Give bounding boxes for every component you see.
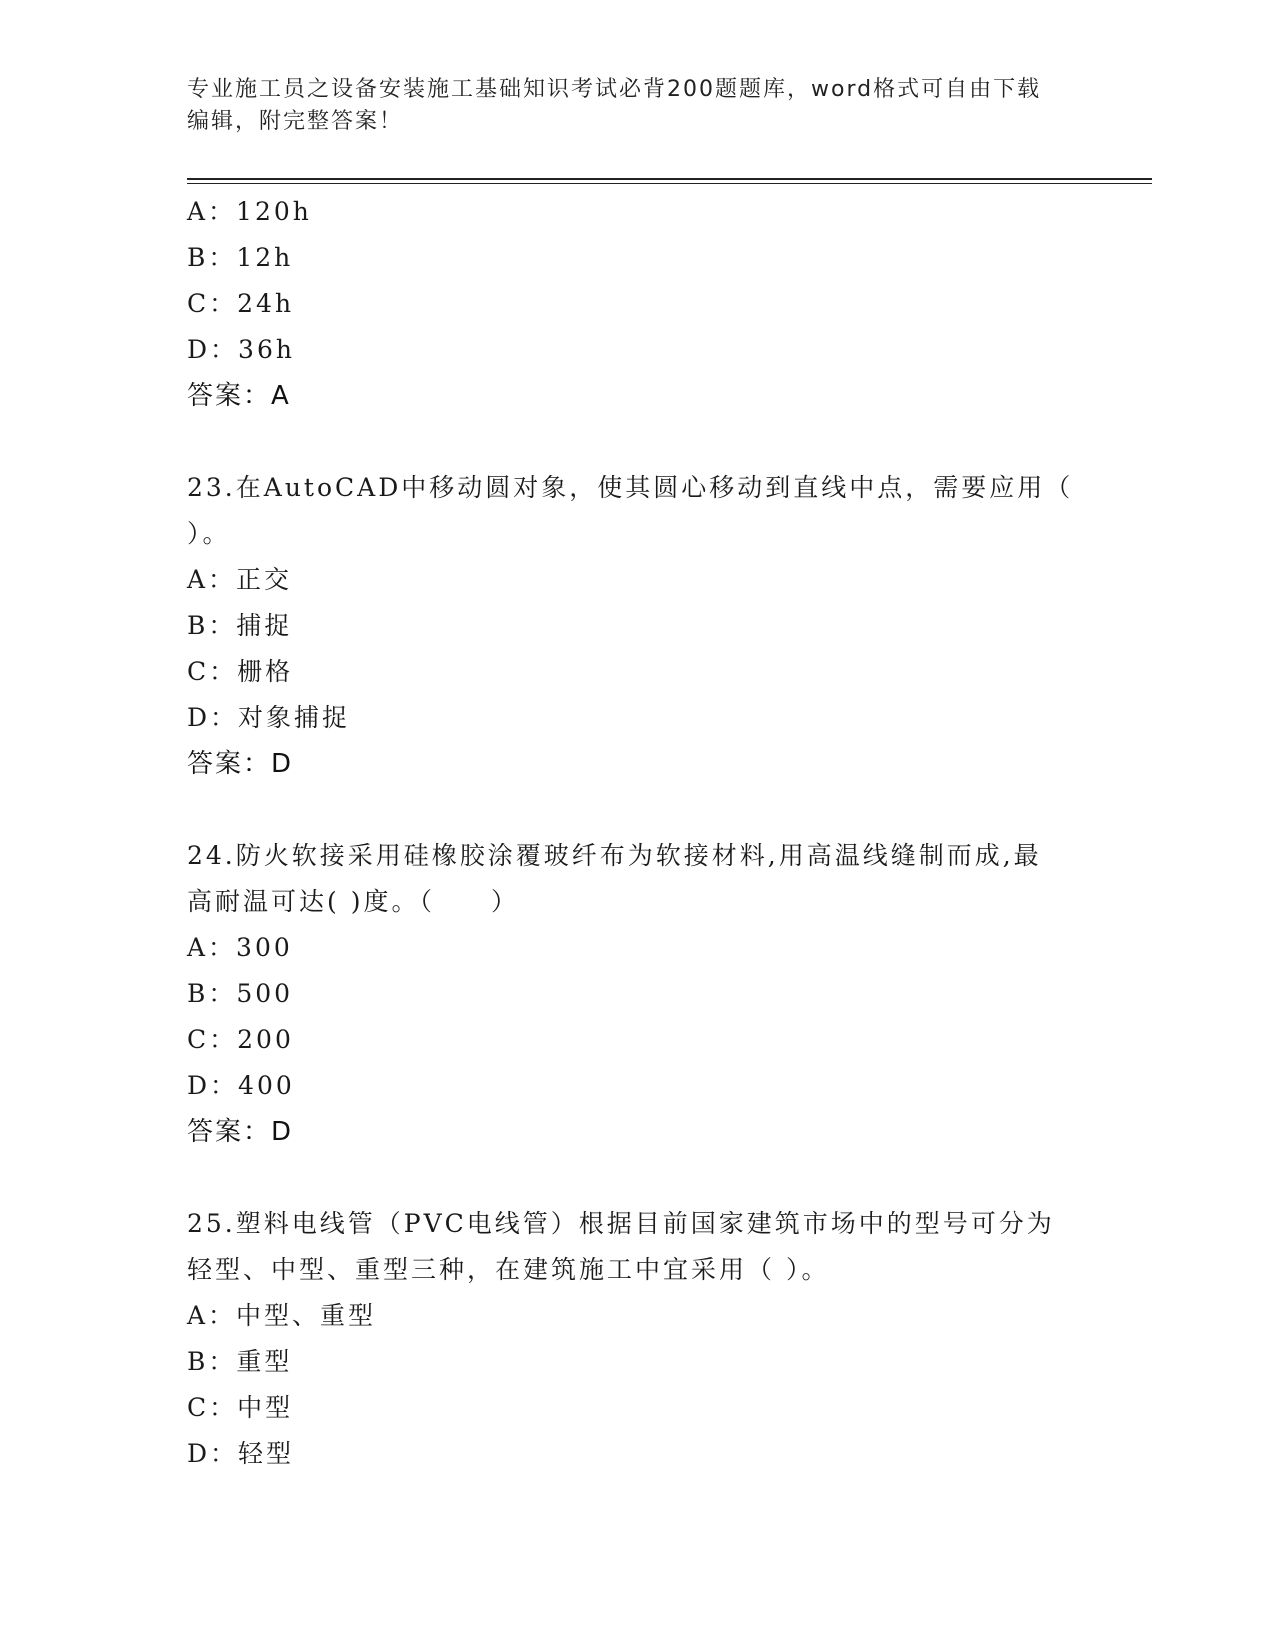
spacer — [187, 787, 1087, 833]
option-c: C：200 — [187, 1025, 294, 1054]
option-c: C：24h — [187, 289, 295, 318]
option-d: D：400 — [187, 1071, 295, 1100]
question-stem-line-1: 25.塑料电线管（PVC电线管）根据目前国家建筑市场中的型号可分为 — [187, 1209, 1055, 1238]
document-header — [187, 74, 1067, 138]
header-line-1: 专业施工员之设备安装施工基础知识考试必背200题题库，word格式可自由下载 — [187, 77, 1042, 102]
question-22 — [187, 189, 1087, 419]
spacer — [187, 419, 1087, 465]
answer: 答案：A — [187, 381, 291, 411]
option-b: B：12h — [187, 243, 294, 272]
spacer — [187, 1155, 1087, 1201]
header-rule-top — [187, 178, 1152, 180]
header-line-2: 编辑，附完整答案！ — [187, 109, 404, 134]
question-stem-line-2: ）。 — [187, 519, 231, 548]
option-b: B：重型 — [187, 1347, 293, 1376]
question-stem-line-1: 24.防火软接采用硅橡胶涂覆玻纤布为软接材料,用高温线缝制而成,最 — [187, 841, 1042, 870]
question-25 — [187, 1201, 1087, 1477]
question-24 — [187, 833, 1087, 1155]
option-a: A：120h — [187, 197, 312, 226]
answer: 答案：D — [187, 749, 294, 779]
option-a: A：300 — [187, 933, 293, 962]
question-stem-line-2: 轻型、中型、重型三种，在建筑施工中宜采用（ ）。 — [187, 1255, 830, 1284]
question-23 — [187, 465, 1087, 787]
option-b: B：500 — [187, 979, 294, 1008]
option-b: B：捕捉 — [187, 611, 293, 640]
option-d: D：36h — [187, 335, 295, 364]
question-stem-line-1: 23.在AutoCAD中移动圆对象，使其圆心移动到直线中点，需要应用（ — [187, 473, 1074, 502]
option-a: A：中型、重型 — [187, 1301, 377, 1330]
document-body — [187, 189, 1087, 1477]
option-c: C：中型 — [187, 1393, 294, 1422]
header-rule-bottom — [187, 183, 1152, 184]
question-stem-line-2: 高耐温可达( )度。（ ） — [187, 887, 519, 916]
option-c: C：栅格 — [187, 657, 294, 686]
option-d: D：轻型 — [187, 1439, 295, 1468]
answer: 答案：D — [187, 1117, 294, 1147]
option-d: D：对象捕捉 — [187, 703, 351, 732]
option-a: A：正交 — [187, 565, 293, 594]
